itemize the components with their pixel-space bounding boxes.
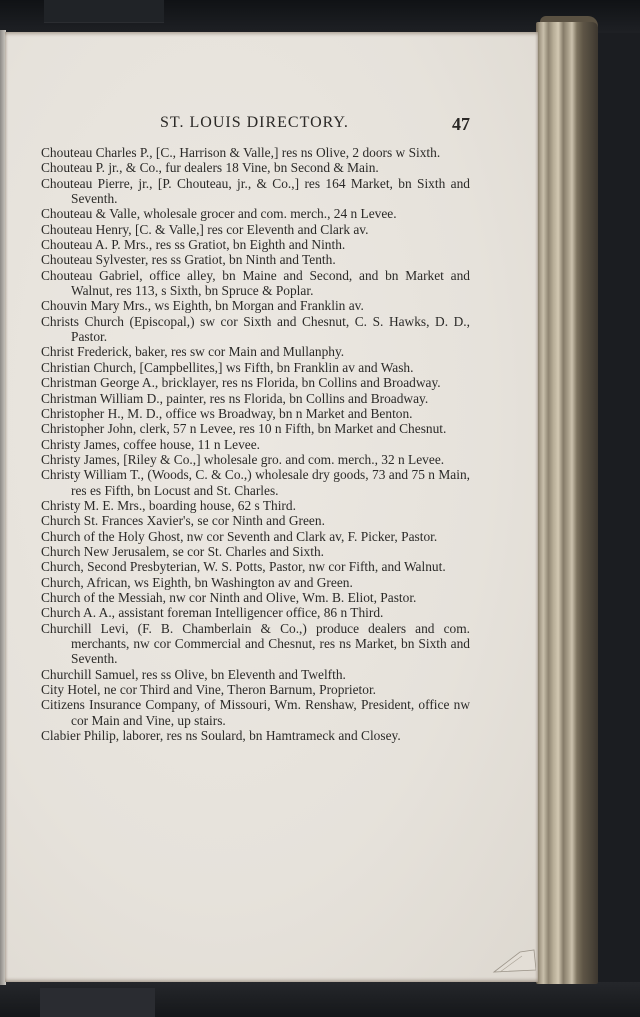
directory-entry: Church New Jerusalem, se cor St. Charles and Sixth.: [41, 543, 325, 559]
directory-entry: Chouteau Sylvester, res ss Gratiot, bn Ninth and Tenth.: [41, 252, 336, 268]
running-head: ST. LOUIS DIRECTORY.: [160, 114, 349, 131]
directory-entry: Christian Church, [Campbellites,] ws Fifth, bn Franklin av and Wash.: [41, 359, 414, 375]
directory-entry: Chouvin Mary Mrs., ws Eighth, bn Morgan and Franklin av.: [41, 298, 364, 314]
directory-entry: Church of the Messiah, nw cor Ninth and Olive, Wm. B. Eliot, Pastor.: [41, 589, 417, 605]
directory-entry: Chouteau P. jr., & Co., fur dealers 18 Vine, bn Second & Main.: [41, 160, 379, 176]
directory-entry: Church of the Holy Ghost, nw cor Seventh and Clark av, F. Picker, Pastor.: [41, 528, 438, 544]
directory-entry: Christman William D., painter, res ns Florida, bn Collins and Broadway.: [41, 390, 429, 406]
directory-entry: Chouteau Pierre, jr., [P. Chouteau, jr., & Co.,] res 164 Market, bn Sixth and Seventh.: [41, 175, 470, 207]
page-header: [40, 112, 480, 136]
directory-entry: Churchill Levi, (F. B. Chamberlain & Co.,) produce dealers and com. merchants, nw cor Commercial and Chesnut, res ns Market, bn Sixth and Seventh.: [41, 620, 470, 667]
directory-entry: Church St. Frances Xavier's, se cor Ninth and Green.: [41, 513, 325, 529]
directory-entries: [41, 145, 470, 743]
directory-entry: Churchill Samuel, res ss Olive, bn Eleventh and Twelfth.: [41, 666, 346, 682]
directory-entry: Christs Church (Episcopal,) sw cor Sixth and Chesnut, C. S. Hawks, D. D., Pastor.: [41, 313, 470, 345]
directory-entry: Christy William T., (Woods, C. & Co.,) wholesale dry goods, 73 and 75 n Main, res es Fifth, bn Locust and St. Charles.: [41, 467, 470, 498]
directory-entry: Christman George A., bricklayer, res ns Florida, bn Collins and Broadway.: [41, 375, 441, 391]
directory-entry: Chouteau Charles P., [C., Harrison & Valle,] res ns Olive, 2 doors w Sixth.: [41, 145, 441, 160]
directory-entry: Clabier Philip, laborer, res ns Soulard, bn Hamtrameck and Closey.: [41, 728, 401, 744]
directory-entry: Christ Frederick, baker, res sw cor Main and Mullanphy.: [41, 344, 345, 360]
directory-entry: Chouteau Henry, [C. & Valle,] res cor Eleventh and Clark av.: [41, 221, 369, 237]
page-edges: [536, 22, 598, 984]
directory-entry: Christopher John, clerk, 57 n Levee, res 10 n Fifth, bn Market and Chesnut.: [41, 421, 447, 437]
directory-entry: Christy James, [Riley & Co.,] wholesale gro. and com. merch., 32 n Levee.: [41, 451, 445, 467]
background-band: [40, 988, 155, 1017]
directory-entry: Christy James, coffee house, 11 n Levee.: [41, 436, 261, 452]
directory-entry: Chouteau & Valle, wholesale grocer and com. merch., 24 n Levee.: [41, 206, 397, 222]
directory-entry: City Hotel, ne cor Third and Vine, Theron Barnum, Proprietor.: [41, 682, 377, 698]
directory-entry: Church, African, ws Eighth, bn Washington av and Green.: [41, 574, 353, 590]
directory-entry: Christy M. E. Mrs., boarding house, 62 s Third.: [41, 497, 296, 513]
directory-entry: Christopher H., M. D., office ws Broadway, bn n Market and Benton.: [41, 405, 413, 421]
background-band: [44, 0, 164, 23]
directory-entry: Chouteau A. P. Mrs., res ss Gratiot, bn Eighth and Ninth.: [41, 237, 346, 253]
torn-corner: [490, 942, 536, 974]
page-number: 47: [452, 114, 470, 134]
directory-entry: Citizens Insurance Company, of Missouri, Wm. Renshaw, President, office nw cor Main and Vine, up stairs.: [41, 697, 470, 728]
directory-entry: Church, Second Presbyterian, W. S. Potts, Pastor, nw cor Fifth, and Walnut.: [41, 559, 446, 575]
directory-entry: Church A. A., assistant foreman Intelligencer office, 86 n Third.: [41, 605, 384, 621]
directory-entry: Chouteau Gabriel, office alley, bn Maine and Second, and bn Market and Walnut, res 113, s Sixth, bn Spruce & Poplar.: [41, 267, 470, 299]
background-bottom: [0, 982, 640, 1017]
